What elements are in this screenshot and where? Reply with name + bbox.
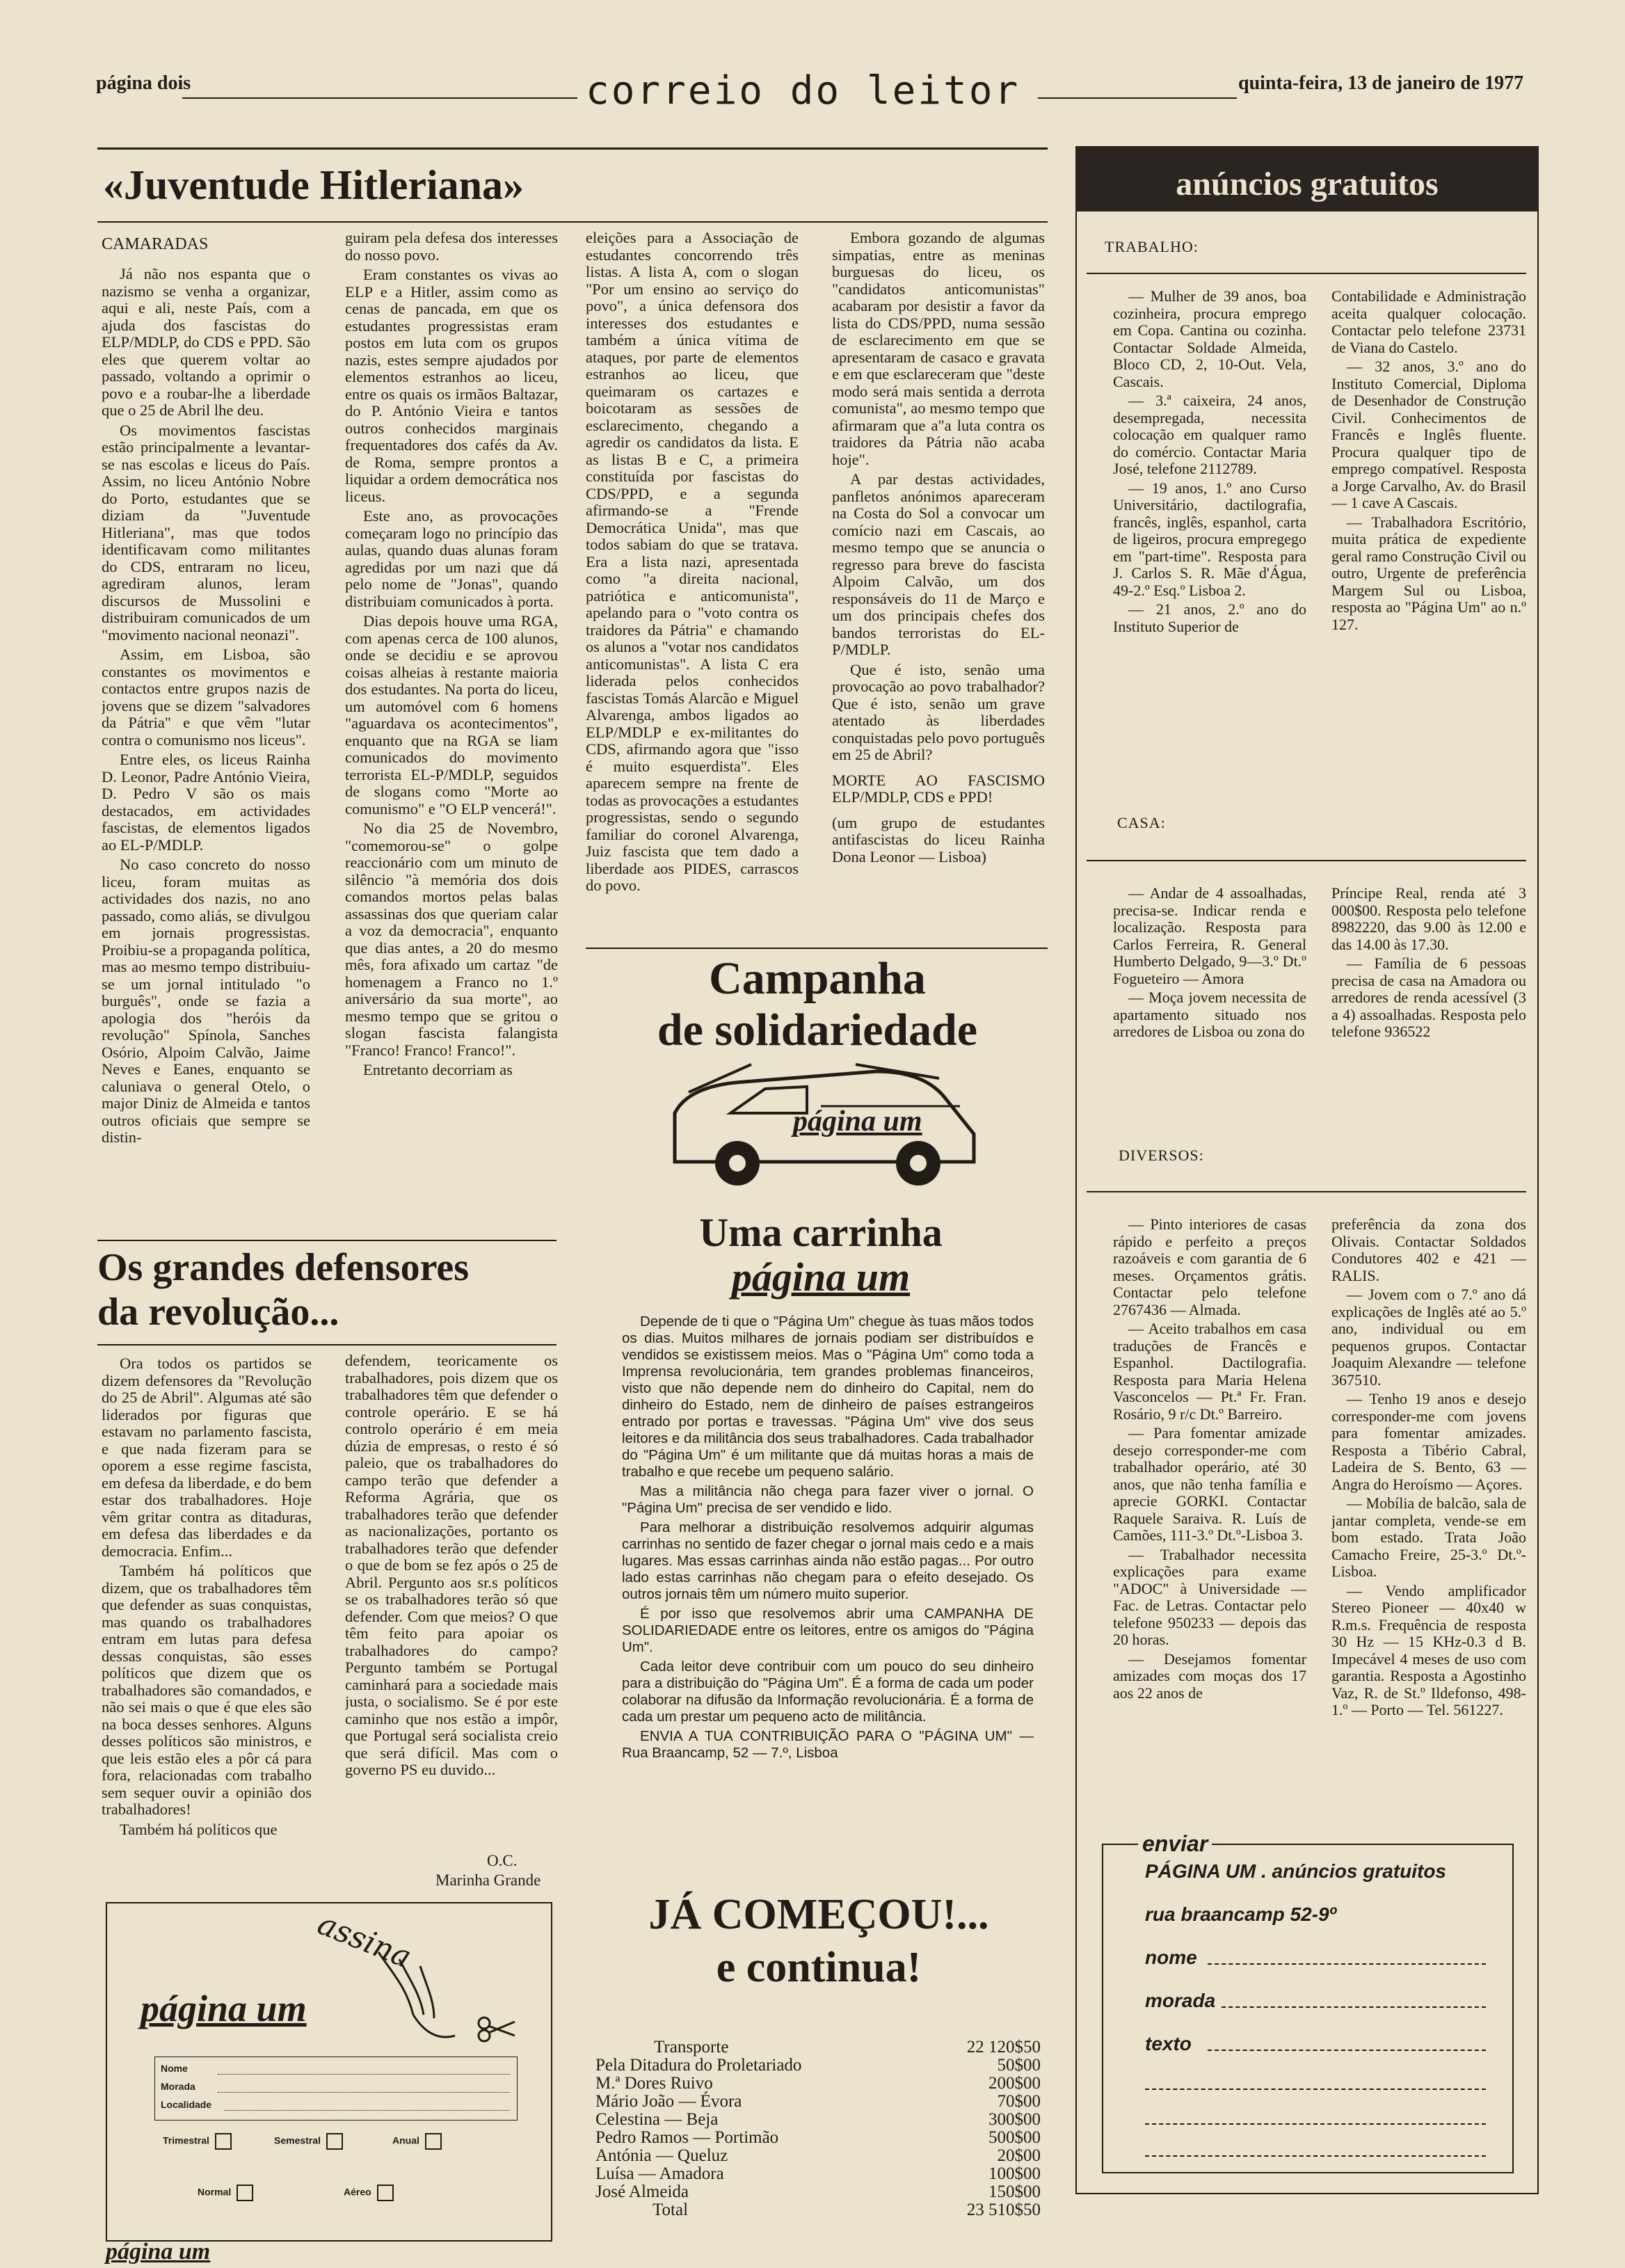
classified-item: Príncipe Real, renda até 3 000$00. Resposta pelo telefone 8982220, das 9.00 às 12.00 e das 14.00 às 17.30. bbox=[1331, 885, 1526, 953]
amount: 200$00 bbox=[988, 2074, 1041, 2093]
name-label: nome bbox=[1145, 1947, 1197, 1968]
contributor: Mário João — Évora bbox=[595, 2092, 742, 2111]
option-label: Normal bbox=[198, 2186, 232, 2198]
paragraph: guiram pela defesa dos interesses do nosso povo. bbox=[345, 230, 558, 264]
salutation: CAMARADAS bbox=[102, 235, 209, 253]
paragraph: No caso concreto do nosso liceu, foram muitas as actividades dos nazis, no ano passado, como aliás, se divulgou em jornais progressistas. Proibiu-se a propaganda política, mas ao mesmo tempo distribuiu-se um jornal intitulado "o burguês", onde se fazia a apologia dos "heróis da revolução" Spínola, Sanches Osório, Alpoim Calvão, Jaime Neves e Eanes, enquanto se caluniava o general Otelo, o major Diniz de Almeida e tantos outros oficiais que sempre se distin- bbox=[102, 856, 310, 1146]
paragraph: Ora todos os partidos se dizem defensores da "Revolução do 25 de Abril". Algumas até são liderados por figuras que estavam no parlamento fascista, e que nada fizeram para se oporem a esse regime fascista, em defesa da liberdade, e do bem estar dos trabalhadores. Hoje vêm gritar contra as ditaduras, em defesa das liberdades e da democracia. Enfim... bbox=[102, 1355, 312, 1560]
article-col-4 bbox=[832, 230, 1045, 939]
send-label: enviar bbox=[1138, 1831, 1212, 1857]
campaign-subtitle bbox=[626, 1211, 1016, 1300]
classified-item: — Trabalhadora Escritório, muita prática de expediente geral ramo Construção Civil ou outro, Urgente de preferência Margem Sul ou Lisboa, resposta ao "Página Um" ao n.º 127. bbox=[1331, 513, 1526, 633]
classified-item: — Mobília de balcão, sala de jantar completa, vende-se em bom estado. Trata João Camacho Freire, 25-3.º Dt.º-Lisboa. bbox=[1331, 1494, 1526, 1580]
rule bbox=[97, 1240, 557, 1241]
article-title: «Juventude Hitleriana» bbox=[103, 162, 525, 208]
coupon-address-1: PÁGINA UM . anúncios gratuitos bbox=[1145, 1860, 1446, 1882]
title-line: Campanha bbox=[709, 953, 926, 1004]
paragraph: Entre eles, os liceus Rainha D. Leonor, Padre António Vieira, D. Pedro V são os mais destacados, em actividades fascistas, de elementos ligados ao EL-P/MDLP. bbox=[102, 751, 310, 854]
classified-item: — 32 anos, 3.º ano do Instituto Comercial, Diploma de Desenhador de Construção Civil. Conhecimentos de Francês e Inglês fluente. Procura qualquer tipo de emprego compatível. Resposta a Jorge Carvalho, Av. do Brasil — 1 cave A Cascais. bbox=[1331, 358, 1526, 511]
section-heading: DIVERSOS: bbox=[1119, 1147, 1204, 1164]
classified-item: — 21 anos, 2.º ano do Instituto Superior de bbox=[1113, 600, 1306, 635]
article-col-1 bbox=[102, 266, 310, 1230]
classified-item: preferência da zona dos Olivais. Contactar Soldados Condutores 402 e 421 — RALIS. bbox=[1331, 1216, 1526, 1284]
paragraph: Eram constantes os vivas ao ELP e a Hitler, assim como as cenas de pancada, em que os estudantes progressistas eram postos em luta com os grupos nazis, estes sempre ajudados por elementos estranhos ao liceu, entre os quais os irmãos Baltazar, do P. António Vieira e tantos outros conhecidos marginais frequentadores dos cafés da Av. de Roma, sempre prontos a liquidar a ordem democrática nos liceus. bbox=[345, 266, 558, 505]
classified-item: — Trabalhador necessita explicações para exame "ADOC" à Universidade — Fac. de Letras. Contactar pelo telefone 950233 — depois das 20 horas. bbox=[1113, 1545, 1306, 1648]
classified-item: — Desejamos fomentar amizades com moças dos 17 aos 22 anos de bbox=[1113, 1650, 1306, 1702]
section-heading: CASA: bbox=[1117, 814, 1166, 831]
rule bbox=[586, 948, 1048, 949]
title-line: página um bbox=[731, 1254, 911, 1300]
total-amount: 23 510$50 bbox=[966, 2201, 1041, 2219]
amount: 22 120$50 bbox=[966, 2038, 1041, 2057]
rule bbox=[1087, 273, 1526, 274]
section-heading: TRABALHO: bbox=[1105, 238, 1199, 255]
table-row bbox=[595, 2111, 1041, 2129]
text-field[interactable] bbox=[1208, 2050, 1486, 2051]
amount: 500$00 bbox=[988, 2128, 1041, 2147]
brand-logo: página um bbox=[141, 1988, 307, 2029]
campaign-started bbox=[593, 1888, 1045, 1994]
table-row bbox=[595, 2075, 1041, 2093]
classified-item: Contabilidade e Administração aceita qualquer colocação. Contactar pelo telefone 23731 de Viana do Castelo. bbox=[1331, 288, 1526, 356]
campaign-body bbox=[622, 1313, 1034, 1870]
classified-item: — Aceito trabalhos em casa traduções de Francês e Espanhol. Dactilografia. Resposta para Maria Helena Vasconcelos — Pt.ª Fr. Fran. Rosário, 9 r/c Dt.º Barreiro. bbox=[1113, 1320, 1306, 1423]
classifieds-col bbox=[1331, 1216, 1526, 1807]
send-ad-coupon bbox=[1102, 1831, 1514, 2173]
annual-checkbox[interactable] bbox=[425, 2133, 442, 2150]
air-mail-checkbox[interactable] bbox=[377, 2185, 394, 2201]
paragraph: Embora gozando de algumas simpatias, entre as meninas burguesas do liceu, os "candidatos anticomunistas" acabaram por desistir a favor da lista do CDS/PPD, numa sessão de esclarecimento em que se apresentaram de casaco e gravata e em que esclareceram que "deste modo será mais sentida a derrota comunista", ao mesmo tempo que afirmaram que a"a luta contra os traidores da Pátria não acaba hoje". bbox=[832, 230, 1045, 468]
classifieds-col bbox=[1113, 885, 1306, 1094]
classified-item: — Família de 6 pessoas precisa de casa na Amadora ou arredores de renda acessível (3 a 4) assoalhadas. Resposta pelo telefone 936522 bbox=[1331, 955, 1526, 1040]
quarterly-checkbox[interactable] bbox=[215, 2133, 232, 2150]
rule bbox=[1087, 860, 1526, 861]
classifieds-col bbox=[1331, 288, 1526, 733]
paragraph: ENVIA A TUA CONTRIBUIÇÃO PARA O "PÁGINA UM" — Rua Braancamp, 52 — 7.º, Lisboa bbox=[622, 1728, 1034, 1761]
article-col-2 bbox=[345, 230, 558, 1231]
option-air bbox=[344, 2185, 394, 2201]
title-line: JÁ COMEÇOU!... bbox=[648, 1891, 989, 1938]
contributor: Transporte bbox=[654, 2038, 729, 2057]
signature: (um grupo de estudantes antifascistas do liceu Rainha Dona Leonor — Lisboa) bbox=[832, 813, 1045, 865]
address-label: Morada bbox=[161, 2081, 195, 2092]
city-label: Localidade bbox=[161, 2099, 212, 2110]
header-rule-right bbox=[1038, 97, 1237, 99]
contributor: José Almeida bbox=[595, 2182, 689, 2201]
paragraph: Este ano, as provocações começaram logo no princípio das aulas, quando duas alunas foram agredidas por um nazi que dá pelo nome de "Jonas", quando distribuiam comunicados à porta. bbox=[345, 507, 558, 610]
text-field-line[interactable] bbox=[1145, 2089, 1486, 2090]
total-label: Total bbox=[653, 2201, 689, 2219]
signature: O.C. bbox=[487, 1852, 518, 1869]
paragraph: Que é isto, senão uma provocação ao povo trabalhador? Que é isto, senão um grave atentado às liberdades conquistadas pelo povo português em 25 de Abril? bbox=[832, 660, 1045, 763]
table-row bbox=[595, 2165, 1041, 2183]
section-label: página dois bbox=[96, 72, 191, 94]
paragraph: Para melhorar a distribuição resolvemos adquirir algumas carrinhas no sentido de fazer chegar o jornal mais cedo e a mais lugares. Mas essas carrinhas ainda não estão pagas... Por outro lado estas carrinhas não chegam para o efeito desejado. Os outros jornais têm um número muito superior. bbox=[622, 1519, 1034, 1602]
paragraph: Os movimentos fascistas estão principalmente a levantar-se nas escolas e liceus do País. Assim, no liceu António Nobre do Porto, estudantes que se diziam da "Juventude Hitleriana", mas que todos identificavam como militantes do CDS, entraram no liceu, agrediram alunos, leram discursos de Mussolini e distribuiram comunicados de um "movimento nacional neonazi". bbox=[102, 421, 310, 644]
classified-item: — Para fomentar amizade desejo corresponder-me com trabalhador operário, até 30 anos, que não tenha família e aprecie GORKI. Contactar Raquele Saraiva. R. Luís de Camões, 111-3.º Dt.º-Lisboa 3. bbox=[1113, 1424, 1306, 1544]
city-field[interactable] bbox=[225, 2110, 510, 2111]
text-label: texto bbox=[1145, 2033, 1192, 2054]
paragraph: No dia 25 de Novembro, "comemorou-se" o golpe reaccionário com um minuto de silêncio "à memória dos dois comandos mortos pelas balas assassinas dos que queriam calar a voz da democracia", enquanto que dias antes, a 20 do mesmo mês, fora afixado um cartaz "de homenagem a Franco no 1.º aniversário da sua morte", ao mesmo tempo que se gritou o slogan fascista falangista "Franco! Franco! Franco!". bbox=[345, 820, 558, 1059]
paragraph: Dias depois houve uma RGA, com apenas cerca de 100 alunos, onde se decidiu e se aprovou coisas alheias à restante maioria dos estudantes. Na porta do liceu, um automóvel com 6 homens "aguardava os acontecimentos", enquanto que na RGA se liam comunicados do movimento terrorista EL-P/MDLP, seguidos de slogans como "Morte ao comunismo" e "O ELP vencerá!". bbox=[345, 612, 558, 817]
option-semiannual bbox=[274, 2133, 343, 2150]
option-normal bbox=[198, 2185, 253, 2201]
paragraph: Assim, em Lisboa, são constantes os movimentos e contactos entre grupos nazis de jovens que se dizem "salvadores da Pátria" e que vêm "lutar contra o comunismo nos liceus". bbox=[102, 646, 310, 749]
article-col-3 bbox=[586, 230, 799, 939]
contributor: Pela Ditadura do Proletariado bbox=[595, 2056, 802, 2075]
paragraph: É por isso que resolvemos abrir uma CAMPANHA DE SOLIDARIEDADE entre os leitores, entre os amigos do "Página Um". bbox=[622, 1606, 1034, 1655]
classifieds-col bbox=[1113, 288, 1306, 733]
classifieds-col bbox=[1113, 1216, 1306, 1807]
name-field[interactable] bbox=[218, 2074, 510, 2075]
classified-item: — Vendo amplificador Stereo Pioneer — 40x40 w R.m.s. Frequência de resposta 30 Hz — 15 KHz-0.3 d B. Impecável 4 meses de uso com garantia. Resposta a Agostinho Vaz, R. de St.º Ildefonso, 498-1.º — Porto — Tel. 561227. bbox=[1331, 1581, 1526, 1718]
article-title bbox=[97, 1245, 469, 1334]
paragraph: defendem, teoricamente os trabalhadores, pois dizem que os trabalhadores têm que defender o controle operário. E se há controlo operário é em meia dúzia de empresas, o resto é só paleio, que os trabalhadores do campo terão que defender a Reforma Agrária, que os trabalhadores terão que defender as nacionalizações, portanto os trabalhadores terão que defender o que de bom se fez após o 25 de Abril. Pergunto aos sr.s políticos se os trabalhadores terão só que defender. Com que meios? O que têm feito para apoiar os trabalhadores do campo? Pergunto também se Portugal caminhará para a sociedade mais justa, o socialismo. Se é por este caminho que nos estão a impôr, que Portugal será socialista creio que será difícil. Mas com o governo PS eu duvido... bbox=[345, 1352, 558, 1778]
address-field[interactable] bbox=[218, 2092, 510, 2093]
header-rule-left bbox=[182, 97, 577, 99]
table-row bbox=[595, 2038, 1041, 2057]
footer-brand: página um bbox=[106, 2239, 211, 2265]
rule bbox=[1087, 1191, 1526, 1192]
address-label: morada bbox=[1145, 1990, 1216, 2011]
title-line: e continua! bbox=[716, 1944, 922, 1991]
amount: 100$00 bbox=[988, 2164, 1041, 2183]
classified-item: — Pinto interiores de casas rápido e perfeito a preços razoáveis e com garantia de 6 meses. Orçamentos grátis. Contactar pelo telefone 2767436 — Almada. bbox=[1113, 1216, 1306, 1318]
paragraph: eleições para a Associação de estudantes concorrendo três listas. A lista A, com o slogan "Por um ensino ao serviço do povo", a única defensora dos interesses dos estudantes e também a única vítima de ataques, por parte de elementos estranhos ao liceu, que queimaram os cartazes e boicotaram as sessões de esclarecimento, chegando a agredir os candidatos da lista. E as listas B e C, a primeira constituída por fascistas do CDS/PPD, e a segunda afirmando-se a "Frende Democrática Unida", mas que todos sabiam do que se tratava. Era a lista nazi, apresentada como "a direita nacional, patriótica e anticomunista", apelando para o "voto contra os traidores da Pátria" e chamando os alunos a "votar nos candidatos anticomunistas". A lista C era liderada pelos conhecidos fascistas Tomás Alarcão e Miguel Alvarenga, ambos ligados ao ELP/MDLP e ex-militantes do CDS, afirmando agora que "isso é muito esquerdista". Eles aparecem sempre na frente de todas as provocações a estudantes progressistas, sendo o segundo familiar do coronel Alvarenga, Juiz fascista que tem dado a liberdade aos PIDES, carrascos do povo. bbox=[586, 230, 799, 894]
amount: 50$00 bbox=[997, 2056, 1041, 2075]
paragraph: Também há políticos que dizem, que os trabalhadores têm que defender as suas conquistas, mas quando os trabalhadores entram em lutas para defesa dessas conquistas, são esses políticos que dizem que os trabalhadores são comandados, e não sei mais o que é que eles são na boca desses senhores. Alguns desses políticos são ministros, e que leis estão eles a pôr cá para fora, relacionadas com trabalho sem sequer ouvir a opinião dos trabalhadores! bbox=[102, 1562, 312, 1818]
title-line: Os grandes defensores bbox=[97, 1246, 470, 1289]
classified-item: — 19 anos, 1.º ano Curso Universitário, dactilografia, francês, inglês, espanhol, carta de ligeiros, procura empregego em "part-time". Resposta para J. Carlos S. R. Mãe d'Água, 49-2.º Esq.º Lisboa 2. bbox=[1113, 479, 1306, 599]
option-annual bbox=[392, 2133, 442, 2150]
text-field-line[interactable] bbox=[1145, 2155, 1486, 2157]
contributions-table bbox=[595, 2038, 1041, 2219]
coupon-address-2: rua braancamp 52-9º bbox=[1145, 1903, 1336, 1925]
amount: 150$00 bbox=[988, 2182, 1041, 2201]
contributor: Celestina — Beja bbox=[595, 2110, 719, 2129]
table-row bbox=[595, 2093, 1041, 2111]
rule bbox=[97, 221, 1048, 223]
option-quarterly bbox=[163, 2133, 232, 2150]
paragraph: Também há políticos que bbox=[120, 1820, 278, 1838]
classifieds-col bbox=[1331, 885, 1526, 1094]
table-row bbox=[595, 2057, 1041, 2075]
title-line: da revolução... bbox=[97, 1291, 339, 1334]
contributor: Luísa — Amadora bbox=[595, 2164, 724, 2183]
paragraph: Já não nos espanta que o nazismo se venha a organizar, aqui e ali, neste País, com a ajuda dos fascistas do ELP/MDLP, do CDS e PPD. São eles que querem voltar ao passado, voltando a oprimir o povo e a roubar-lhe a liberdade que o 25 de Abril lhe deu. bbox=[102, 266, 310, 419]
subscription-coupon bbox=[106, 1902, 552, 2242]
semiannual-checkbox[interactable] bbox=[326, 2133, 343, 2150]
signature-place: Marinha Grande bbox=[435, 1871, 541, 1889]
paragraph: Cada leitor deve contribuir com um pouco do seu dinheiro para a distribuição do "Página Um". É a forma de cada um poder colaborar na difusão da Informação revolucionária. É a forma de cada um prestar um pequeno acto de militância. bbox=[622, 1659, 1034, 1725]
paragraph: Mas a militância não chega para fazer viver o jornal. O "Página Um" precisa de ser vendido e lido. bbox=[622, 1483, 1034, 1516]
masthead: correio do leitor bbox=[586, 68, 1020, 113]
title-line: de solidariedade bbox=[657, 1005, 978, 1055]
amount: 300$00 bbox=[988, 2110, 1041, 2129]
hand-icon bbox=[365, 1945, 462, 2050]
classified-item: — Mulher de 39 anos, boa cozinheira, procura emprego em Copa. Cantina ou cozinha. Contactar Soldade Almeida, Bloco CD, 2, 10-Out. Vela, Cascais. bbox=[1113, 288, 1306, 390]
address-block bbox=[154, 2057, 518, 2121]
paragraph: Depende de ti que o "Página Um" chegue às tuas mãos todos os dias. Muitos milhares de jornais podiam ser distribuídos e vendidos se existissem meios. Mas o "Página Um" como toda a Imprensa revolucionária, tem grandes problemas financeiros, visto que não depende nem do dinheiro do Capital, nem do dinheiro do Estado, nem de dinheiro de países estrangeiros entrado por portas e travessas. "Página Um" vive dos seus leitores e da militância dos seus trabalhadores. Cada trabalhador do "Página Um" é um militante que dá muitas horas a mais de trabalho e que recebe um pequeno salário. bbox=[622, 1313, 1034, 1480]
option-label: Trimestral bbox=[163, 2134, 209, 2146]
scissors-icon bbox=[476, 2015, 518, 2043]
table-row bbox=[595, 2183, 1041, 2201]
paragraph: A par destas actividades, panfletos anónimos apareceram na Costa do Sol a convocar um comício nazi em Cascais, ao mesmo tempo que se anuncia o regresso para breve do fascista Alpoim Calvão, um dos responsáveis do 11 de Março e um dos principais chefes dos bandos terroristas do EL-P/MDLP. bbox=[832, 470, 1045, 658]
assina-script: assina bbox=[312, 1906, 417, 1976]
option-label: Aéreo bbox=[344, 2186, 371, 2198]
table-row bbox=[595, 2147, 1041, 2165]
classifieds-title: anúncios gratuitos bbox=[1075, 146, 1539, 211]
paragraph: Entretanto decorriam as bbox=[363, 1061, 513, 1078]
amount: 20$00 bbox=[997, 2146, 1041, 2165]
classified-item: — Andar de 4 assoalhadas, precisa-se. Indicar renda e localização. Resposta para Carlos Ferreira, R. General Humberto Delgado, 9—3.º Dt.º Fogueteiro — Amora bbox=[1113, 885, 1306, 987]
classified-item: — Moça jovem necessita de apartamento situado nos arredores de Lisboa ou zona do bbox=[1113, 989, 1306, 1040]
amount: 70$00 bbox=[997, 2092, 1041, 2111]
classified-item: — Jovem com o 7.º ano dá explicações de Inglês até ao 5.º ano, individual ou em pequenos grupos. Contactar Joaquim Alexandre — telefone 367510. bbox=[1331, 1286, 1526, 1389]
article-col-2 bbox=[345, 1352, 558, 1845]
issue-date: quinta-feira, 13 de janeiro de 1977 bbox=[1238, 72, 1524, 94]
contributor: M.ª Dores Ruivo bbox=[595, 2074, 713, 2093]
option-label: Semestral bbox=[274, 2134, 321, 2146]
name-field[interactable] bbox=[1208, 1963, 1486, 1965]
classified-item: — Tenho 19 anos e desejo corresponder-me com jovens para fomentar amizades. Resposta a Tibério Cabral, Ladeira de S. Bento, 63 — Angra do Heroísmo — Açores. bbox=[1331, 1390, 1526, 1493]
article-col-1 bbox=[102, 1355, 312, 1894]
rule bbox=[97, 1344, 557, 1345]
campaign-title bbox=[591, 953, 1043, 1056]
normal-mail-checkbox[interactable] bbox=[237, 2185, 253, 2201]
closing-slogan: MORTE AO FASCISMO ELP/MDLP, CDS e PPD! bbox=[832, 771, 1045, 806]
name-label: Nome bbox=[161, 2063, 188, 2074]
rule bbox=[97, 147, 1048, 150]
table-row bbox=[595, 2129, 1041, 2147]
title-line: Uma carrinha bbox=[699, 1210, 943, 1255]
contributor: Antónia — Queluz bbox=[595, 2146, 728, 2165]
table-row bbox=[595, 2201, 1041, 2219]
van-brand-label: página um bbox=[793, 1105, 922, 1137]
address-field[interactable] bbox=[1222, 2006, 1486, 2008]
text-field-line[interactable] bbox=[1145, 2123, 1486, 2125]
contributor: Pedro Ramos — Portimão bbox=[595, 2128, 779, 2147]
classified-item: — 3.ª caixeira, 24 anos, desempregada, necessita colocação em qualquer ramo do comércio. Contactar Maria José, telefone 2112789. bbox=[1113, 392, 1306, 477]
option-label: Anual bbox=[392, 2134, 419, 2146]
